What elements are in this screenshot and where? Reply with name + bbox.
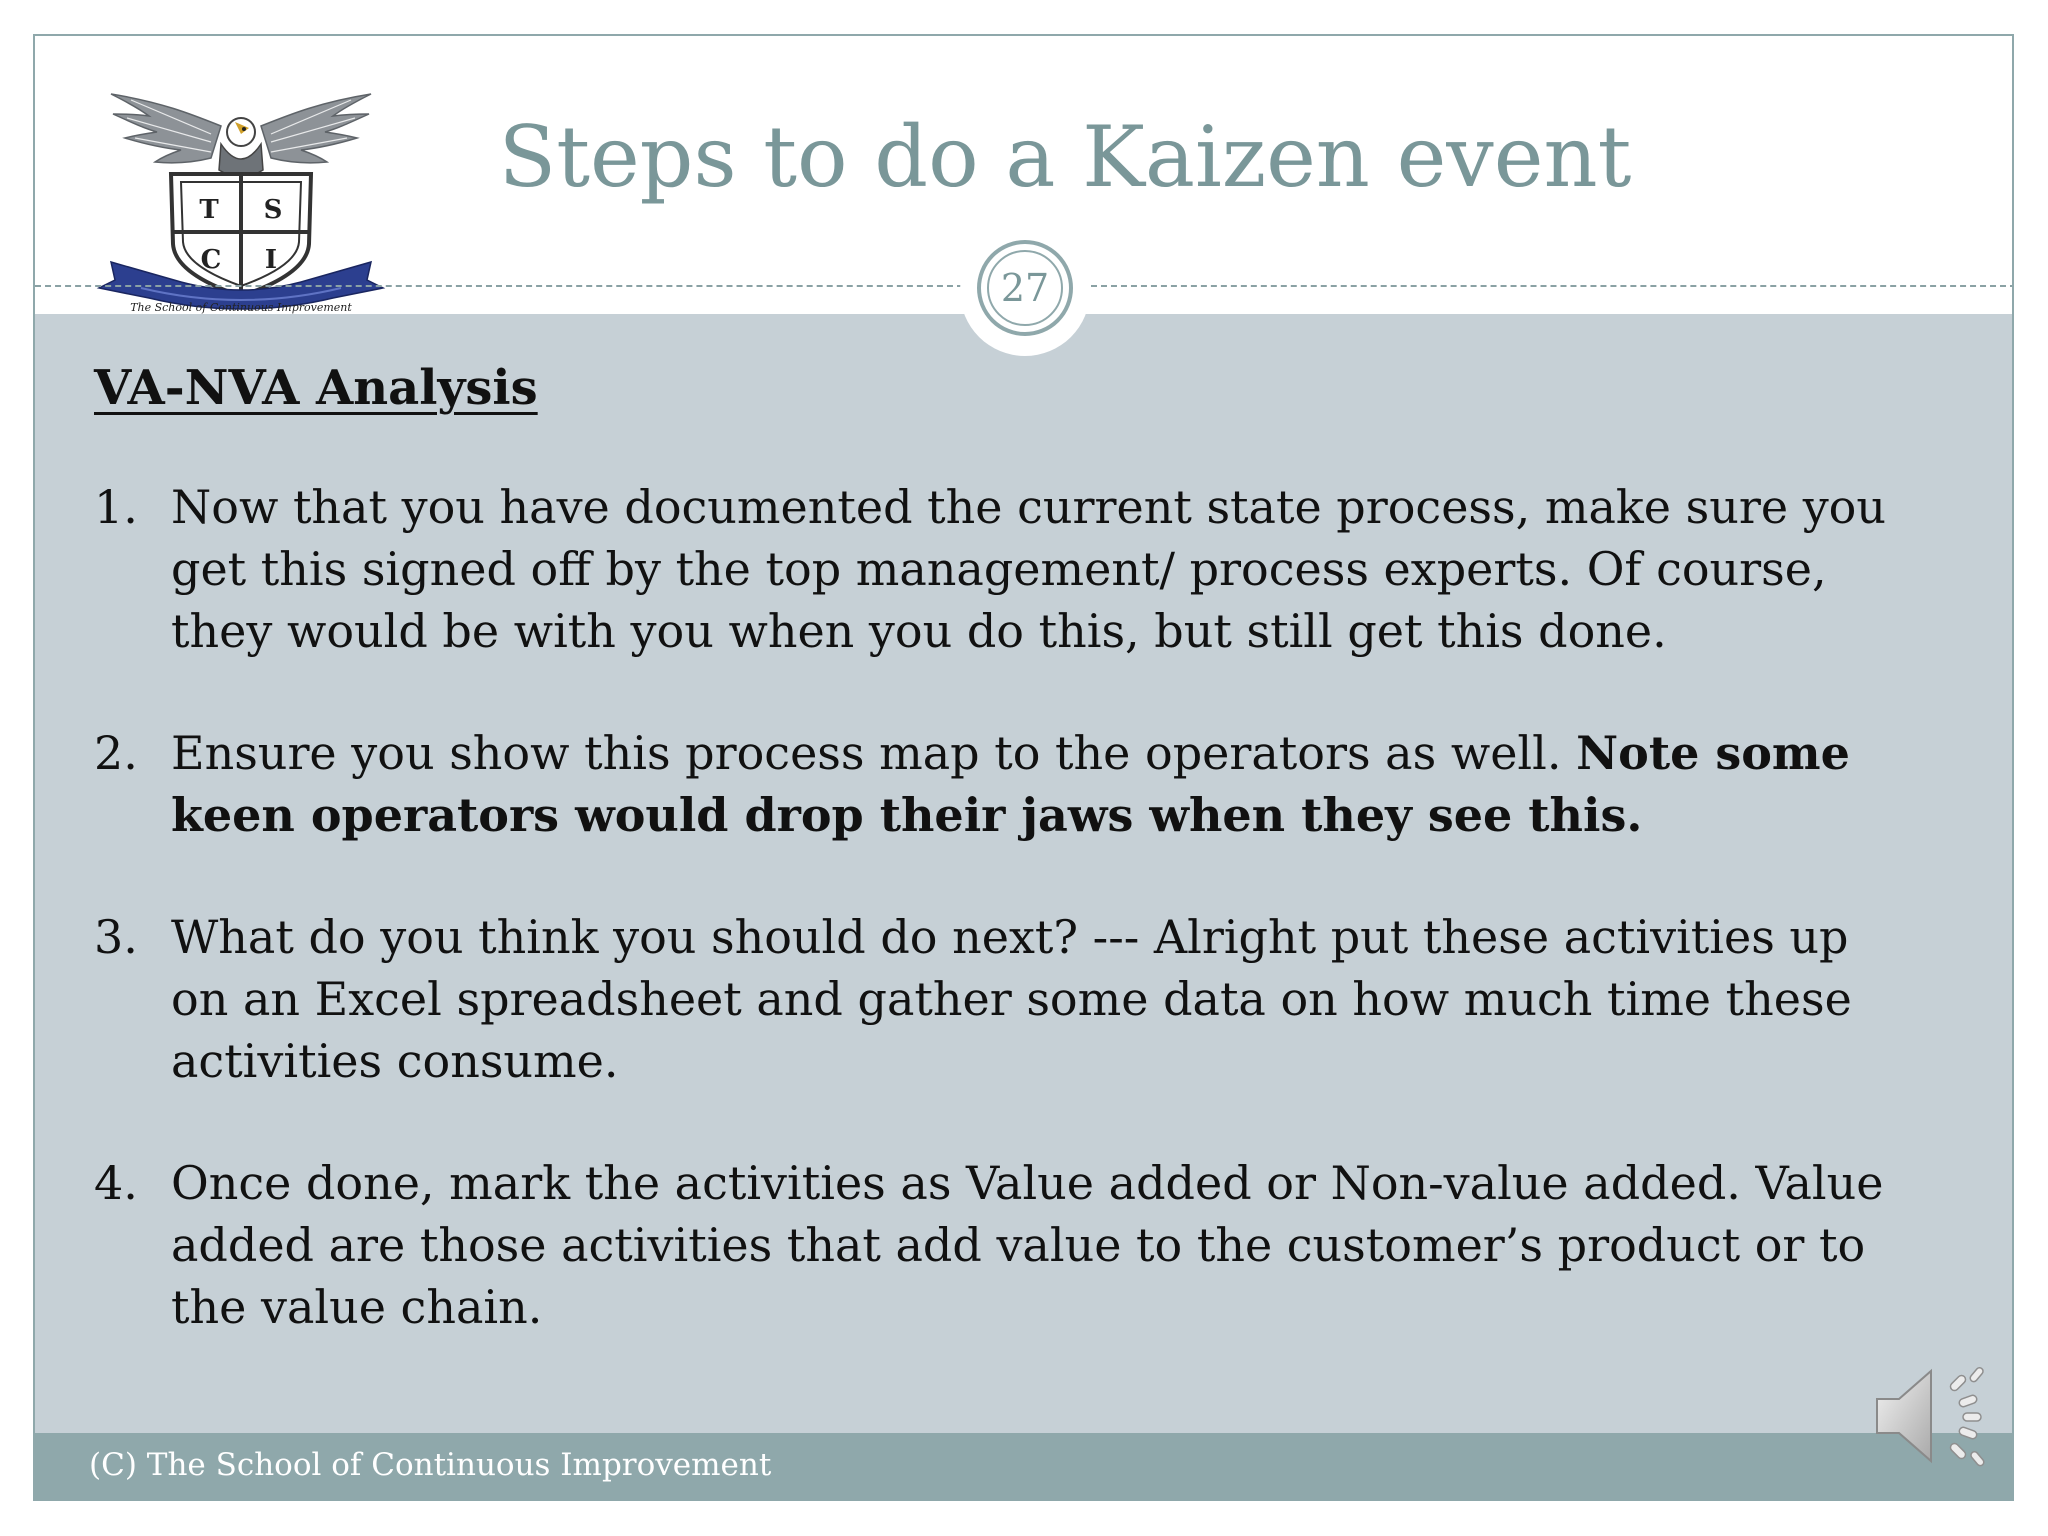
footer-copyright: (C) The School of Continuous Improvement xyxy=(89,1447,772,1483)
list-item-number: 4. xyxy=(94,1156,138,1210)
slide-footer xyxy=(35,1433,2012,1501)
logo-letter-s: S xyxy=(263,195,283,225)
header-divider-right xyxy=(1091,285,2014,287)
slide-title: Steps to do a Kaizen event xyxy=(498,108,1632,206)
list-item-number: 2. xyxy=(94,726,138,780)
logo-banner-text: The School of Continuous Improvement xyxy=(130,301,352,314)
list-item-text xyxy=(171,906,1911,1092)
list-item-body: Once done, mark the activities as Value added or Non-value added. Value added are those activities that add value to the customer’s product or to the value chain. xyxy=(171,1156,1884,1334)
logo-letter-c: C xyxy=(200,245,222,275)
list-item-number: 3. xyxy=(94,910,138,964)
section-heading: VA-NVA Analysis xyxy=(94,360,538,416)
list-item-number: 1. xyxy=(94,480,138,534)
logo-letter-i: I xyxy=(264,245,278,275)
list-item-body: Now that you have documented the current state process, make sure you get this signed off by the top management/ process experts. Of course, they would be with you when you do this, but still get this done. xyxy=(171,480,1887,658)
slide xyxy=(33,34,2014,1501)
list-item-bold-note: Note some keen operators would drop their jaws when they see this. xyxy=(171,726,1850,842)
speaker-audio-icon[interactable] xyxy=(1865,1351,1995,1481)
logo-letter-t: T xyxy=(199,195,219,225)
page-number: 27 xyxy=(987,250,1063,326)
list-item-text xyxy=(171,1152,1911,1338)
header-divider-left xyxy=(35,285,963,287)
list-item-body: What do you think you should do next? --- Alright put these activities up on an Excel spreadsheet and gather some data on how much time these activities consume. xyxy=(171,910,1852,1088)
list-item-text xyxy=(171,476,1911,662)
list-item-body: Ensure you show this process map to the operators as well. xyxy=(171,726,1577,780)
list-item-text xyxy=(171,722,1911,846)
eagle-crest-logo-icon xyxy=(71,74,411,314)
